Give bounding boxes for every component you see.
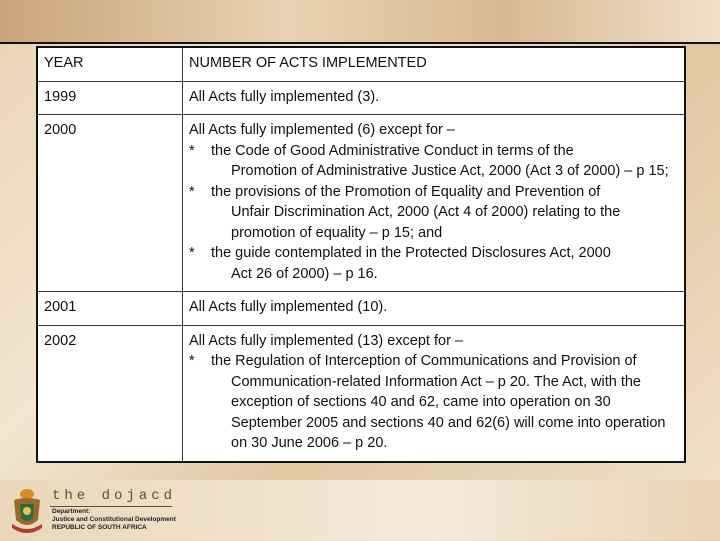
dept-line-1: Department: — [52, 508, 91, 515]
row-year: 2000 — [37, 115, 183, 292]
bullet-symbol: * — [189, 183, 195, 200]
table-row — [37, 81, 685, 115]
dept-line-2: Justice and Constitutional Development — [52, 516, 176, 523]
row-lead: All Acts fully implemented (3). — [189, 88, 380, 105]
bullet-item — [189, 351, 678, 454]
acts-table — [36, 46, 686, 463]
table-row — [37, 115, 685, 292]
background-top-band — [0, 0, 720, 42]
table-row — [37, 292, 685, 326]
row-lead: All Acts fully implemented (10). — [189, 299, 388, 315]
header-acts: NUMBER OF ACTS IMPLEMENTED — [183, 47, 686, 81]
table-row — [37, 325, 685, 462]
department-text — [52, 508, 176, 532]
bullet-rest: Unfair Discrimination Act, 2000 (Act 4 of 2000) relating to the promotion of equality – p 15; and — [231, 204, 621, 241]
coat-of-arms-icon — [8, 486, 46, 536]
bullet-first-line: the Code of Good Administrative Conduct in terms of the — [211, 142, 574, 159]
bullet-first-line: the provisions of the Promotion of Equality and Prevention of — [211, 183, 601, 200]
bullet-item — [189, 182, 678, 244]
row-year: 2001 — [37, 292, 183, 326]
brand-underline — [50, 506, 172, 507]
row-lead: All Acts fully implemented (13) except for – — [189, 332, 464, 349]
bullet-rest: Promotion of Administrative Justice Act, 2000 (Act 3 of 2000) – p 15; — [231, 163, 669, 179]
bullet-symbol: * — [189, 245, 195, 261]
row-desc — [183, 115, 686, 292]
top-divider — [0, 42, 720, 44]
row-year: 1999 — [37, 81, 183, 115]
bullet-symbol: * — [189, 353, 195, 369]
brand-name: the dojacd — [52, 488, 177, 504]
row-lead: All Acts fully implemented (6) except for – — [189, 122, 455, 138]
table-header-row — [37, 47, 685, 81]
header-year: YEAR — [37, 47, 183, 81]
bullet-first-line: the guide contemplated in the Protected Disclosures Act, 2000 — [211, 245, 611, 261]
row-desc — [183, 81, 686, 115]
bullet-item — [189, 141, 678, 182]
row-year: 2002 — [37, 325, 183, 462]
bullet-first-line: the Regulation of Interception of Communications and Provision of — [211, 353, 637, 369]
bullet-rest: Act 26 of 2000) – p 16. — [231, 265, 378, 282]
bullet-symbol: * — [189, 142, 195, 159]
dept-line-3: REPUBLIC OF SOUTH AFRICA — [52, 524, 147, 531]
row-desc — [183, 292, 686, 326]
bullet-rest: Communication-related Information Act – p 20. The Act, with the exception of sections 40 and 62, came into operation on 30 September 2005 and sections 40 and 62(6) will come into operation on 30 June 2006 – p 20. — [231, 373, 666, 451]
bullet-item — [189, 243, 678, 284]
row-desc — [183, 325, 686, 462]
